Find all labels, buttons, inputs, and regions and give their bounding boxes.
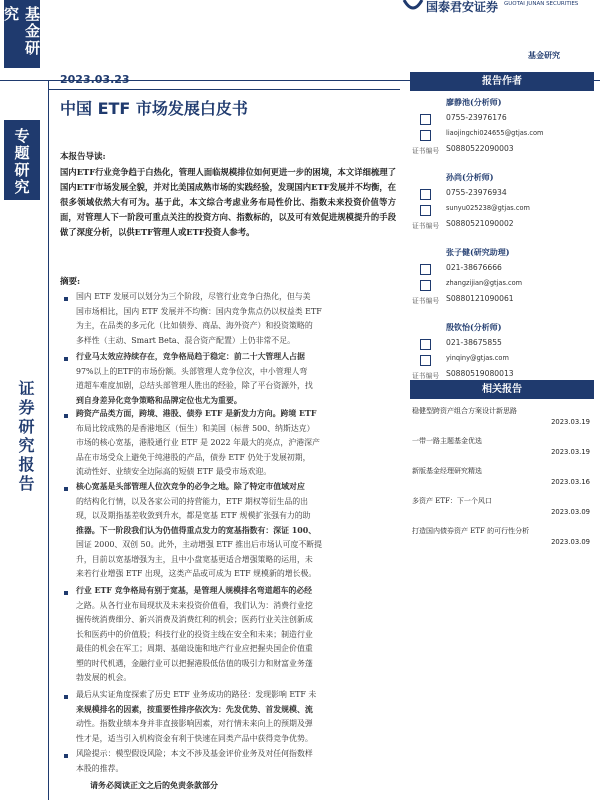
bullet-4	[76, 480, 396, 582]
author-cert: S0880519080013	[446, 369, 514, 378]
bullet-line: 动性。指数业绩本身并非直接影响因素，对行情未来向上的预期及弹	[76, 719, 313, 728]
cert-label: 证书编号	[412, 147, 440, 155]
bullet-6	[76, 688, 396, 746]
author-card	[410, 318, 594, 388]
footer-disclaimer: 请务必阅读正文之后的免责条款部分	[90, 780, 218, 790]
bullet-line: 塑的时代机遇，金融行业可以把握港股低估值的吸引力和财富业务蓬	[76, 658, 313, 668]
company-logo-en: GUOTAI JUNAN SECURITIES	[504, 1, 579, 7]
bullet-line: 性才是，适当引入机构资金有利于快速在同类产品中获得竞争优势。	[76, 733, 313, 743]
author-email[interactable]: liaojingchi024655@gtjas.com	[446, 129, 544, 137]
authors-header: 报告作者	[410, 72, 594, 91]
bullet-marker	[64, 754, 68, 758]
author-email[interactable]: sunyu025238@gtjas.com	[446, 204, 530, 212]
bullet-line: 现，以及期指基差收敛到升水，都是宽基 ETF 规模扩张强有力的助	[76, 511, 311, 520]
related-item[interactable]	[410, 522, 594, 552]
report-category: 基金研究	[528, 51, 560, 60]
bullet-line: 97%以上的ETF的市场份额。头部管理人竞争位次，中小管理人弯	[76, 366, 308, 376]
bullet-line: 之路。从各行业布局现状及未来投资价值看，我们认为：消费行业挖	[76, 600, 313, 610]
summary-label: 摘要:	[60, 277, 81, 287]
related-header: 相关报告	[410, 380, 594, 399]
related-item[interactable]	[410, 462, 594, 492]
related-panel	[410, 380, 594, 399]
bullet-marker	[64, 414, 68, 418]
bullet-line: 国市场相比，国内 ETF 发展并不均衡：国内竞争焦点仍以权益类 ETF	[76, 306, 322, 316]
email-icon	[420, 205, 431, 216]
phone-icon	[420, 339, 431, 350]
bullet-line: 最佳的机会在军工；周期、基础设施和地产行业应把握央国企价值重	[76, 644, 313, 653]
bullet-line: 道超车难度加剧，总结头部管理人胜出的经验，除了平台资源外，找	[76, 381, 313, 390]
author-name: 廖静池(分析师)	[446, 97, 502, 107]
author-card	[410, 243, 594, 313]
bullet-line: 核心宽基是头部管理人位次竞争的必争之地。除了特定市值域对应	[76, 482, 305, 491]
author-cert: S0880121090061	[446, 294, 514, 303]
cert-label: 证书编号	[412, 372, 440, 380]
phone-icon	[420, 264, 431, 275]
company-logo-icon	[402, 0, 424, 16]
bullet-line: 行业马太效应持续存在，竞争格局趋于稳定：前二十大管理人占据	[76, 352, 305, 361]
bullet-2	[76, 350, 396, 408]
bullet-line: 国内 ETF 发展可以划分为三个阶段，尽管行业竞争白热化，但与美	[76, 292, 311, 301]
bullet-line: 勃发展的机会。	[76, 673, 132, 682]
author-phone: 021-38675855	[446, 338, 502, 347]
author-card	[410, 168, 594, 238]
company-logo	[400, 0, 600, 16]
phone-icon	[420, 189, 431, 200]
bullet-7	[76, 747, 396, 776]
side-label-bottom: 证券研究报告	[16, 380, 35, 494]
bullet-line: 流动性好、业绩安全边际高的短债 ETF 最受市场欢迎。	[76, 467, 272, 476]
bullet-3	[76, 407, 396, 480]
author-phone: 0755-23976176	[446, 113, 507, 122]
side-label-top: 基金研究	[2, 6, 41, 57]
related-title[interactable]: 新版基金经理研究精选	[412, 467, 482, 475]
report-date: 2023.03.23	[60, 73, 130, 86]
bullet-line: 品在市场受众上避免于纯港股的产品，债券 ETF 仍处于发展初期，	[76, 452, 311, 462]
bullet-line: 来规模排名的因素，按重要性排序依次为：先发优势、首发规模、流	[76, 704, 313, 714]
bullet-marker	[64, 487, 68, 491]
side-label-top-block	[4, 0, 40, 68]
company-logo-cn: 国泰君安证券	[426, 0, 499, 14]
related-date: 2023.03.09	[551, 538, 590, 546]
author-cert: S0880522090003	[446, 144, 514, 153]
author-name: 殷钦怡(分析师)	[446, 322, 502, 332]
author-email[interactable]: zhangzijian@gtjas.com	[446, 279, 523, 287]
bullet-line: 掘传统消费细分、新兴消费及消费红利的机会；医药行业关注创新成	[76, 615, 313, 624]
email-icon	[420, 280, 431, 291]
author-cert: S0880521090002	[446, 219, 514, 228]
author-name: 孙尚(分析师)	[446, 172, 494, 182]
bullet-marker	[64, 357, 68, 361]
cert-label: 证书编号	[412, 297, 440, 305]
bullet-line: 升，目前以宽基增强为主，且中小盘宽基更适合增强策略的运用，未	[76, 554, 313, 564]
left-content-rule	[48, 80, 49, 800]
bullet-line: 风险提示：模型假设风险；本文不涉及基金评价业务及对任何指数样	[76, 749, 313, 758]
related-date: 2023.03.19	[551, 448, 590, 456]
bullet-line: 国证 2000、双创 50。此外，主动增强 ETF 推出后市场认可度不断提	[76, 540, 323, 549]
bullet-line: 到自身差异化竞争策略和品牌定位也尤为重要。	[76, 395, 242, 405]
report-title: 中国 ETF 市场发展白皮书	[60, 99, 248, 118]
cert-label: 证书编号	[412, 222, 440, 230]
bullet-line: 推器。下一阶段我们认为仍值得重点发力的宽基指数有：深证 100、	[76, 525, 317, 535]
related-date: 2023.03.16	[551, 478, 590, 486]
bullet-marker	[64, 297, 68, 301]
related-item[interactable]	[410, 432, 594, 462]
author-phone: 0755-23976934	[446, 188, 507, 197]
bullet-1	[76, 290, 396, 348]
report-abstract: 国内ETF行业竞争趋于白热化，管理人面临规模排位如何更进一步的困境，本文详细梳理了国内ETF市场发展全貌，并对比美国成熟市场的实践经验，发现国内ETF发展并不均衡，在很多领域依然大有可为。基于此，本文综合考虑业务布局性价比、指数未来投资价值等方面，对管理人下一阶段可重点关注的投资方向、指数标的，以及可有效促进规模提升的手段做了深度分析，以供ETF管理人或ETF投资人参考。	[60, 167, 396, 237]
related-title[interactable]: 打造国内债券资产 ETF 的可行性分析	[412, 527, 530, 535]
bullet-line: 为主，在品类的多元化（比如债券、商品、海外资产）和投资策略的	[76, 321, 313, 330]
guide-label: 本报告导读:	[60, 152, 106, 162]
bullet-marker	[64, 591, 68, 595]
email-icon	[420, 130, 431, 141]
left-side-band	[0, 0, 44, 800]
related-title[interactable]: 稳健型跨资产组合方案设计新思路	[412, 407, 517, 415]
author-phone: 021-38676666	[446, 263, 502, 272]
related-item[interactable]	[410, 402, 594, 432]
bullet-line: 长和医药中的价值股；科技行业的投资主线在安全和未来；制造行业	[76, 629, 313, 639]
related-title[interactable]: 多资产 ETF：下一个风口	[412, 497, 492, 505]
bullet-5	[76, 584, 396, 686]
authors-list	[410, 93, 594, 393]
bullet-line: 来若行业增强 ETF 出现，这类产品或可成为 ETF 规模新的增长极。	[76, 569, 317, 578]
author-name: 张子健(研究助理)	[446, 247, 510, 257]
bullet-marker	[64, 695, 68, 699]
phone-icon	[420, 114, 431, 125]
related-date: 2023.03.09	[551, 508, 590, 516]
bullet-line: 多样性（主动、Smart Beta、混合资产配置）上仍非常不足。	[76, 335, 295, 345]
email-icon	[420, 355, 431, 366]
related-item[interactable]	[410, 492, 594, 522]
related-list	[410, 402, 594, 562]
bullet-line: 的结构化行情，以及各家公司的持营能力，ETF 期权等衍生品的出	[76, 496, 309, 506]
related-title[interactable]: 一带一路主题基金优选	[412, 437, 482, 445]
bullet-line: 最后从实证角度探索了历史 ETF 业务成功的路径：发现影响 ETF 未	[76, 690, 317, 699]
bullet-line: 跨资产品类方面，跨境、港股、债券 ETF 是新发力方向。跨境 ETF	[76, 409, 317, 418]
side-label-middle-block	[4, 120, 40, 200]
author-email[interactable]: yinqiny@gtjas.com	[446, 354, 509, 362]
bullet-line: 市场的核心宽基，港股通行业 ETF 是 2022 年最大的亮点，沪港深产	[76, 438, 320, 447]
author-card	[410, 93, 594, 163]
side-label-middle: 专题研究	[12, 128, 31, 196]
related-date: 2023.03.19	[551, 418, 590, 426]
authors-panel	[410, 72, 594, 91]
bullet-line: 行业 ETF 竞争格局有别于宽基，是管理人规模排名弯道超车的必经	[76, 586, 313, 595]
date-rule	[48, 89, 400, 90]
bullet-line: 布局比较成熟的是香港地区（恒生）和美国（标普 500、纳斯达克）	[76, 423, 315, 433]
bullet-line: 本股的推荐。	[76, 763, 124, 773]
